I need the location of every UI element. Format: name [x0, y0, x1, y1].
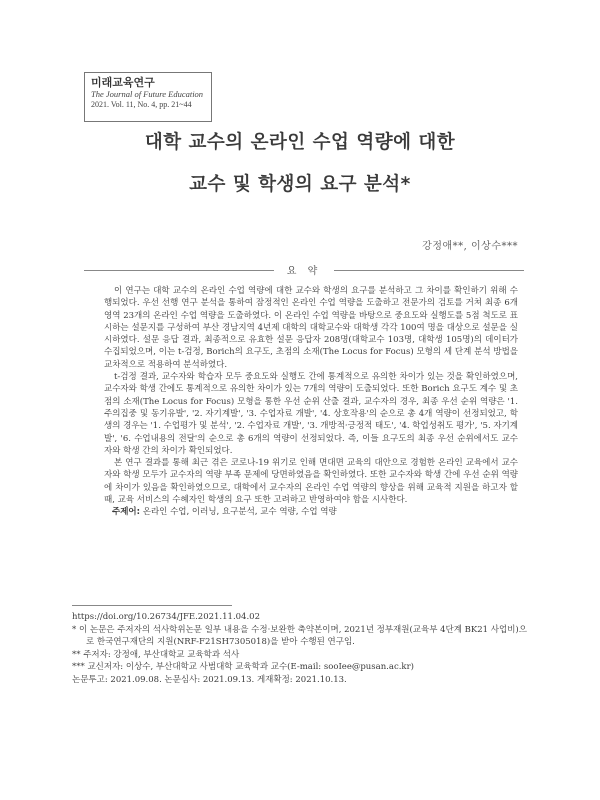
footnote-corresponding-author: *** 교신저자: 이상수, 부산대학교 사범대학 교육학과 교수(E-mail: sooIee@pusan.ac.kr)	[72, 662, 414, 672]
journal-volume-info: 2021. Vol. 11, No. 4, pp. 21~44	[91, 100, 192, 109]
footnote-divider	[72, 605, 232, 606]
abstract-heading-label: 요 약	[286, 266, 322, 277]
abstract-paragraph: 본 연구 결과를 통해 최근 겪은 코로나-19 위기로 인해 면대면 교육의 대안으로 경험한 온라인 교육에서 교수자와 학생 모두가 교수자의 역량 부족 문제에 당면하였음을 확인하였다. 또한 교수자와 학생 간에 우선 순위 역량에 차이가 있음을 확인하였으므로, 대학에서 교수자의 온라인 수업 역량의 향상을 위해 교육적 지원을 하고자 할 때, 교육 서비스의 수혜자인 학생의 요구 또한 고려하고 반영하여야 함을 시사한다.	[104, 458, 518, 506]
journal-title: 미래교육연구	[91, 76, 155, 89]
footnotes	[72, 611, 532, 686]
doi-link[interactable]: https://doi.org/10.26734/JFE.2021.11.04.02	[72, 612, 260, 622]
journal-header-box	[84, 72, 212, 122]
authors: 강정애**, 이상수***	[422, 241, 518, 252]
paper-title-line1: 대학 교수의 온라인 수업 역량에 대한	[144, 132, 456, 153]
abstract-heading	[84, 262, 524, 278]
abstract-paragraph: 이 연구는 대학 교수의 온라인 수업 역량에 대한 교수와 학생의 요구를 분석하고 그 차이를 확인하기 위해 수행되었다. 우선 선행 연구 분석을 통하여 잠정적인 온라인 수업 역량을 도출하고 전문가의 검토를 거쳐 최종 6개 영역 23개의 온라인 수업 역량을 도출하였다. 이 온라인 수업 역량을 바탕으로 중요도와 실행도를 5점 척도로 표시하는 설문지를 구성하여 부산 경남지역 4년제 대학의 대학교수와 대학생 각각 100여 명을 대상으로 설문을 실시하였다. 설문 응답 결과, 최종적으로 유효한 설문 응답자 208명(대학교수 103명, 대학생 105명)의 데이터가 수집되었으며, 이는 t-검정, Borich의 요구도, 초점의 소재(The Locus for Focus) 모형의 세 단계 분석 방법을 교차적으로 적용하여 분석하였다.	[104, 286, 518, 370]
footnote-funding: * 이 논문은 주저자의 석사학위논문 일부 내용을 수정·보완한 축약본이며, 2021년 정부재원(교육부 4단계 BK21 사업비)으로 한국연구재단의 지원(NRF-F21SH7305018)을 받아 수행된 연구임.	[72, 624, 527, 647]
keywords-label: 주제어:	[112, 507, 141, 517]
abstract-paragraph: t-검정 결과, 교수자와 학습자 모두 중요도와 실행도 간에 통계적으로 유의한 차이가 있는 것을 확인하였으며, 교수자와 학생 간에도 통계적으로 유의한 차이가 있는 7개의 역량이 도출되었다. 또한 Borich 요구도 계수 및 초점의 소재(The Locus for Focus) 모형을 통한 우선 순위 산출 결과, 교수자의 경우, 최종 우선 순위 역량은 '1. 주의집중 및 동기유발', '2. 자기계발', '3. 수업자료 개발', '4. 상호작용'의 순으로 총 4개 역량이 선정되었고, 학생의 경우는 '1. 수업평가 및 분석', '2. 수업자료 개발', '3. 개방적·긍정적 태도', '4. 학업성취도 평가', '5. 자기계발', '6. 수업내용의 전달'의 순으로 총 6개의 역량이 선정되었다. 즉, 이들 요구도의 최종 우선 순위에서도 교수자와 학생 간의 차이가 확인되었다.	[104, 372, 518, 456]
keywords-text: 온라인 수업, 이러닝, 요구분석, 교수 역량, 수업 역량	[142, 507, 337, 517]
submission-dates: 논문투고: 2021.09.08. 논문심사: 2021.09.13. 게재확정: 2021.10.13.	[72, 674, 347, 685]
paper-title-line2: 교수 및 학생의 요구 분석*	[189, 174, 411, 195]
abstract-body	[104, 285, 518, 506]
footnote-first-author: ** 주저자: 강정애, 부산대학교 교육학과 석사	[72, 649, 240, 660]
divider-right	[334, 270, 524, 271]
journal-english-title: The Journal of Future Education	[91, 89, 204, 99]
keywords	[112, 505, 337, 517]
